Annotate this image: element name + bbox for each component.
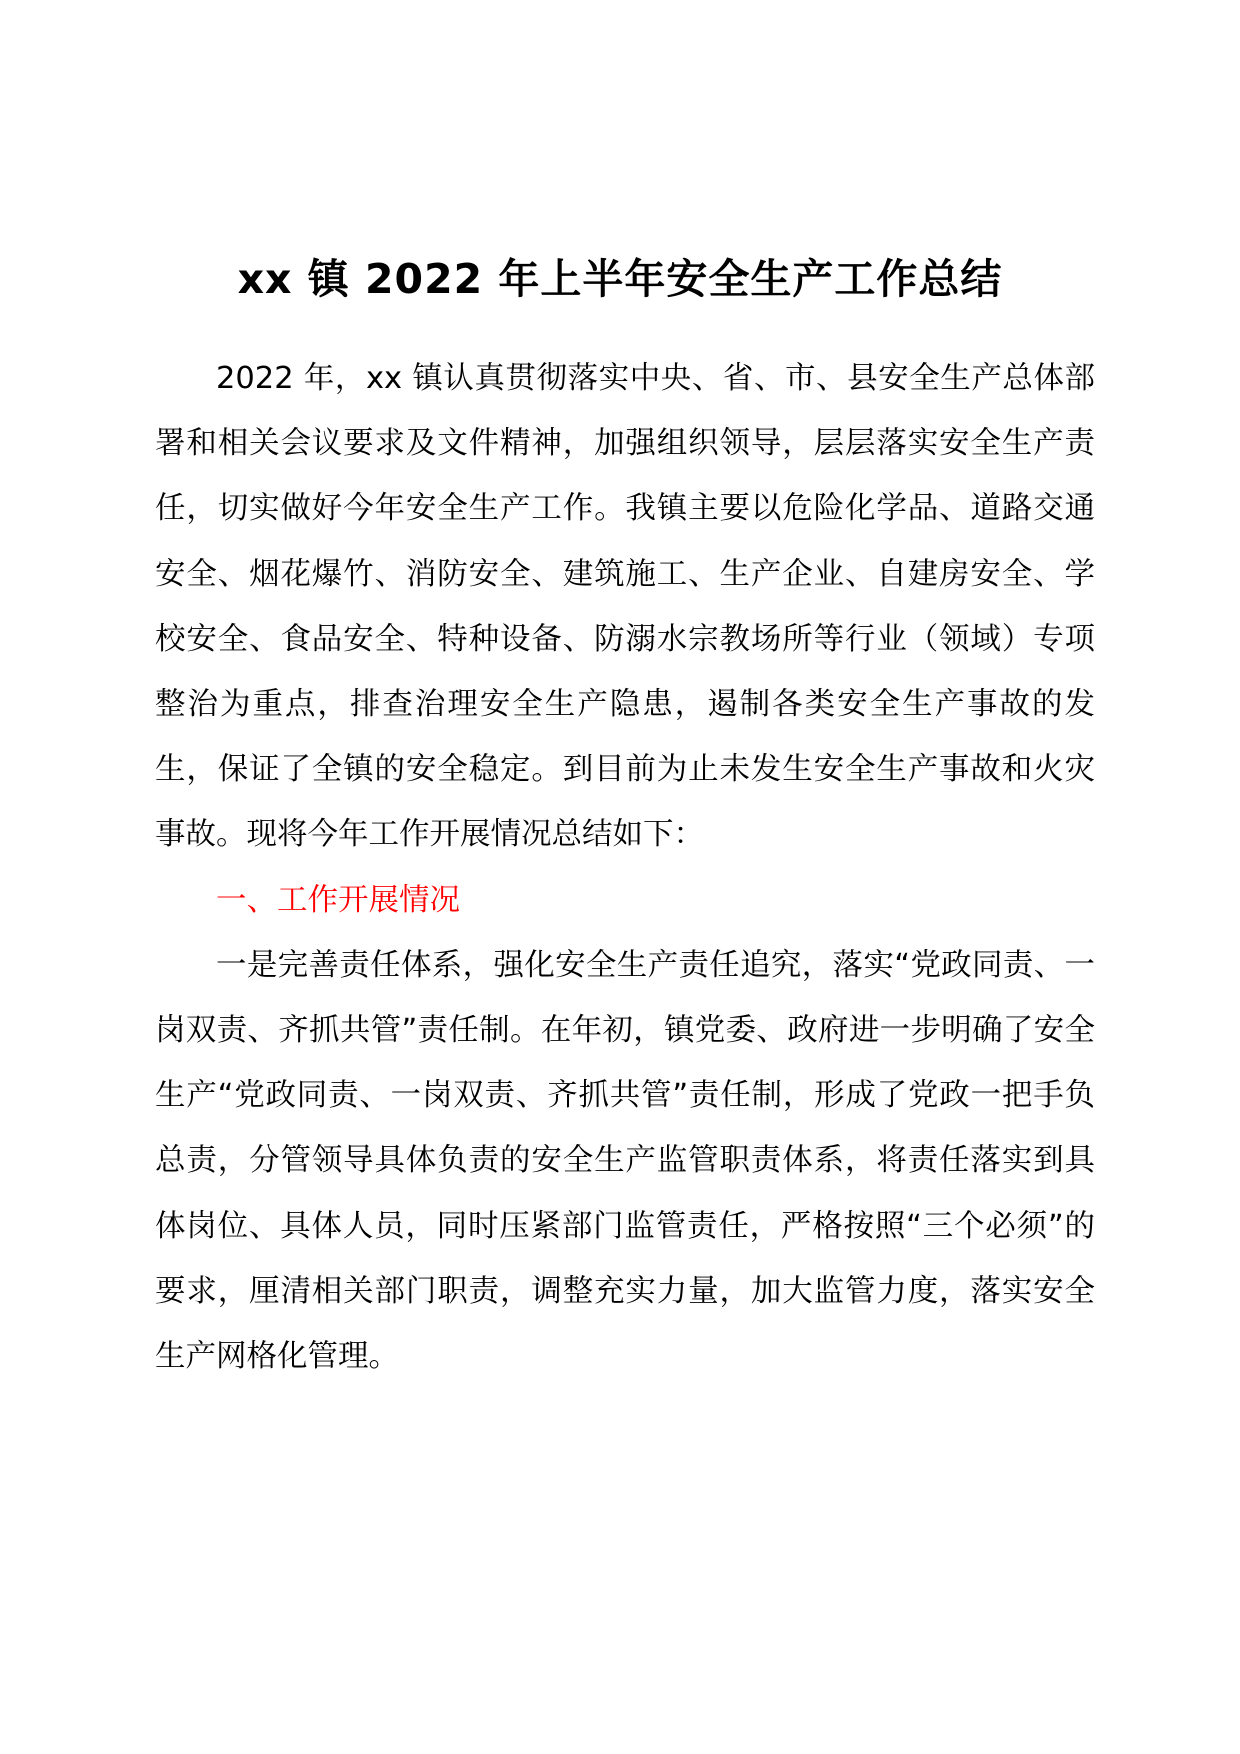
document-title: xx 镇 2022 年上半年安全生产工作总结	[237, 255, 1003, 304]
intro-paragraph: 2022 年，xx 镇认真贯彻落实中央、省、市、县安全生产总体部署和相关会议要求及文件精神，加强组织领导，层层落实安全生产责任，切实做好今年安全生产工作。我镇主要以危险化学品、道路交通安全、烟花爆竹、消防安全、建筑施工、生产企业、自建房安全、学校安全、食品安全、特种设备、防溺水宗教场所等行业（领域）专项整治为重点，排查治理安全生产隐患，遏制各类安全生产事故的发生，保证了全镇的安全稳定。到目前为止未发生安全生产事故和火灾事故。现将今年工作开展情况总结如下：	[155, 361, 1095, 853]
document-body	[155, 346, 1095, 1389]
section-heading-work-progress: 一、工作开展情况	[216, 882, 460, 918]
responsibility-system-paragraph: 一是完善责任体系，强化安全生产责任追究，落实“党政同责、一岗双责、齐抓共管”责任制。在年初，镇党委、政府进一步明确了安全生产“党政同责、一岗双责、齐抓共管”责任制，形成了党政一把手负总责，分管领导具体负责的安全生产监管职责体系，将责任落实到具体岗位、具体人员，同时压紧部门监管责任，严格按照“三个必须”的要求，厘清相关部门职责，调整充实力量，加大监管力度，落实安全生产网格化管理。	[155, 947, 1095, 1375]
